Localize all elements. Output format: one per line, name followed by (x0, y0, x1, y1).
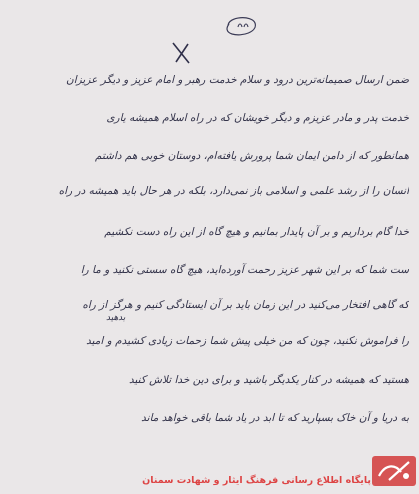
letter-line: به دریا و آن خاک بسپارید که تا ابد در یاد شما باقی خواهد ماند (141, 412, 409, 424)
watermark-logo (371, 454, 417, 488)
page-number-circle (222, 12, 260, 38)
letter-line: هستید که همیشه در کنار یکدیگر باشید و برای دین خدا تلاش کنید (128, 374, 409, 386)
page-number (222, 12, 260, 38)
x-mark (170, 40, 192, 66)
letter-line: انسان را از رشد علمی و اسلامی باز نمی‌دارد، بلکه در هر حال باید همیشه در راه (58, 185, 409, 197)
watermark-text: پایگاه اطلاع رسانی فرهنگ ایثار و شهادت سمنان (142, 475, 371, 486)
letter-line: خدمت پدر و مادر عزیزم و دیگر خویشان که در راه اسلام همیشه یاری (106, 112, 409, 124)
insertion-word: بدهید (106, 313, 126, 323)
letter-line: خدا گام برداریم و بر آن پایدار بمانیم و هیچ گاه از این راه دست نکشیم (104, 226, 409, 238)
letter-line: را فراموش نکنید، چون که من خیلی پیش شما زحمات زیادی کشیدم و امید (86, 335, 409, 347)
letter-line: ست شما که بر این شهر عزیز رحمت آورده‌اید، هیچ گاه سستی نکنید و ما را (80, 264, 409, 276)
letter-line: ضمن ارسال صمیمانه‌ترین درود و سلام خدمت رهبر و امام عزیز و دیگر عزیزان (66, 74, 409, 86)
letter-line: همانطور که از دامن ایمان شما پرورش یافته‌ام، دوستان خوبی هم داشتم (95, 150, 409, 162)
letter-line: که گاهی افتخار می‌کنید در این زمان باید بر آن ایستادگی کنیم و هرگز از راه (82, 299, 409, 311)
logo-icon (371, 454, 417, 488)
